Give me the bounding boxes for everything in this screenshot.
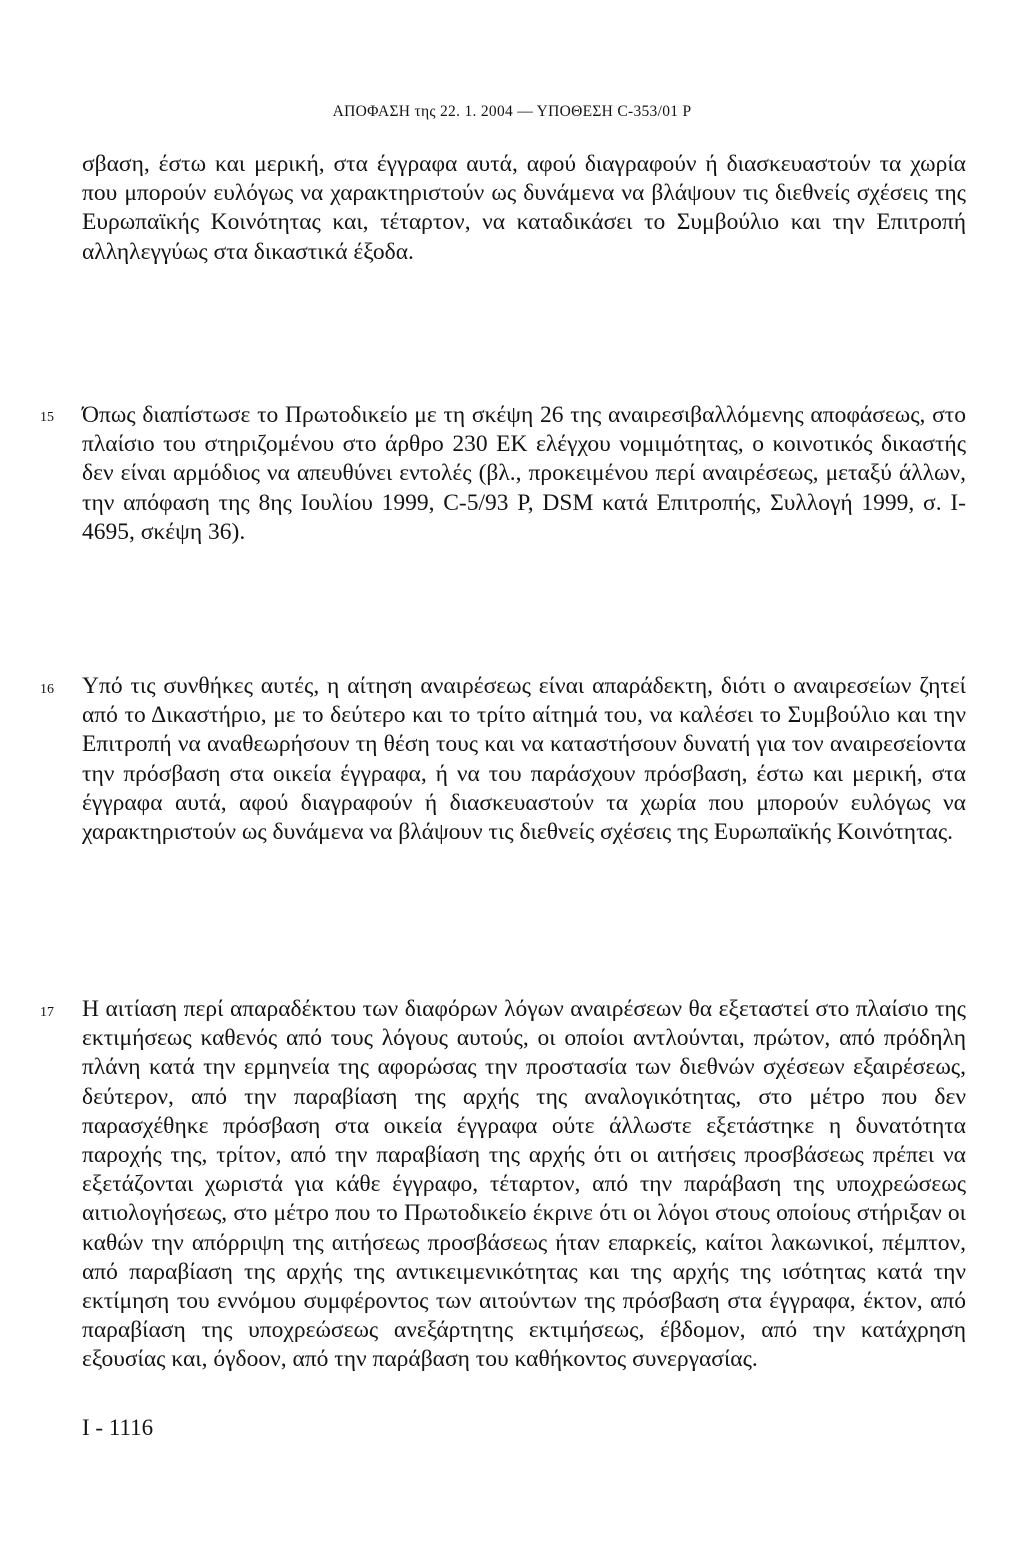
paragraph-number-17: 17: [40, 1005, 54, 1020]
paragraph-17: Η αιτίαση περί απαραδέκτου των διαφόρων λόγων αναιρέσεων θα εξεταστεί στο πλαίσιο της εκτιμήσεως καθενός από τους λόγους αυτούς, οι οποίοι αντλούνται, πρώτον, από πρόδηλη πλάνη κατά την ερμηνεία της αφορώσας την προστασία των διεθνών σχέσεων εξαιρέσεως, δεύτερον, από την παραβίαση της αρχής της αναλογικότητας, στο μέτρο που δεν παρασχέθηκε πρόσβαση στα οικεία έγγραφα ούτε άλλωστε εξετάστηκε η δυνατότητα παροχής της, τρίτον, από την παραβίαση της αρχής ότι οι αιτήσεις προσβάσεως πρέπει να εξετάζονται χωριστά για κάθε έγγραφο, τέταρτον, από την παράβαση της υποχρεώσεως αιτιολογήσεως, στο μέτρο που το Πρωτοδικείο έκρινε ότι οι λόγοι στους οποίους στήριξαν οι καθών την απόρριψη της αιτήσεως προσβάσεως ήταν επαρκείς, καίτοι λακωνικοί, πέμπτον, από παραβίαση της αρχής της αντικειμενικότητας και της αρχής της ισότητας κατά την εκτίμηση του εννόμου συμφέροντος των αιτούντων της πρόσβαση στα έγγραφα, έκτον, από παραβίαση της υποχρεώσεως ανεξάρτητης εκτιμήσεως, έβδομον, από την κατάχρηση εξουσίας και, όγδοον, από την παράβαση του καθήκοντος συνεργασίας.: [82, 996, 966, 1373]
continuation-paragraph: σβαση, έστω και μερική, στα έγγραφα αυτά, αφού διαγραφούν ή διασκευαστούν τα χωρία που μπορούν ευλόγως να χαρακτηριστούν ως δυνάμενα να βλάψουν τις διεθνείς σχέσεις της Ευρωπαϊκής Κοινότητας και, τέταρτον, να καταδικάσει το Συμβούλιο και την Επιτροπή αλληλεγγύως στα δικαστικά έξοδα.: [82, 151, 966, 265]
running-header: ΑΠΟΦΑΣΗ της 22. 1. 2004 — ΥΠΟΘΕΣΗ C-353/01 P: [332, 103, 692, 120]
page-number: I - 1116: [82, 1415, 154, 1440]
paragraph-number-16: 16: [40, 682, 54, 697]
paragraph-15: Όπως διαπίστωσε το Πρωτοδικείο με τη σκέψη 26 της αναιρεσιβαλλόμενης αποφάσεως, στο πλαίσιο του στηριζομένου στο άρθρο 230 ΕΚ ελέγχου νομιμότητας, ο κοινοτικός δικαστής δεν είναι αρμόδιος να απευθύνει εντολές (βλ., προκειμένου περί αναιρέσεως, μεταξύ άλλων, την απόφαση της 8ης Ιουλίου 1999, C-5/93 P, DSM κατά Επιτροπής, Συλλογή 1999, σ. I-4695, σκέψη 36).: [82, 402, 966, 545]
paragraph-16: Υπό τις συνθήκες αυτές, η αίτηση αναιρέσεως είναι απαράδεκτη, διότι ο αναιρεσείων ζητεί από το Δικαστήριο, με το δεύτερο και το τρίτο αίτημά του, να καλέσει το Συμβούλιο και την Επιτροπή να αναθεωρήσουν τη θέση τους και να καταστήσουν δυνατή για τον αναιρεσείοντα την πρόσβαση στα οικεία έγγραφα, ή να του παράσχουν πρόσβαση, έστω και μερική, στα έγγραφα αυτά, αφού διαγραφούν ή διασκευαστούν τα χωρία που μπορούν ευλόγως να χαρακτηριστούν ως δυνάμενα να βλάψουν τις διεθνείς σχέσεις της Ευρωπαϊκής Κοινότητας.: [82, 673, 966, 846]
paragraph-number-15: 15: [40, 410, 54, 425]
